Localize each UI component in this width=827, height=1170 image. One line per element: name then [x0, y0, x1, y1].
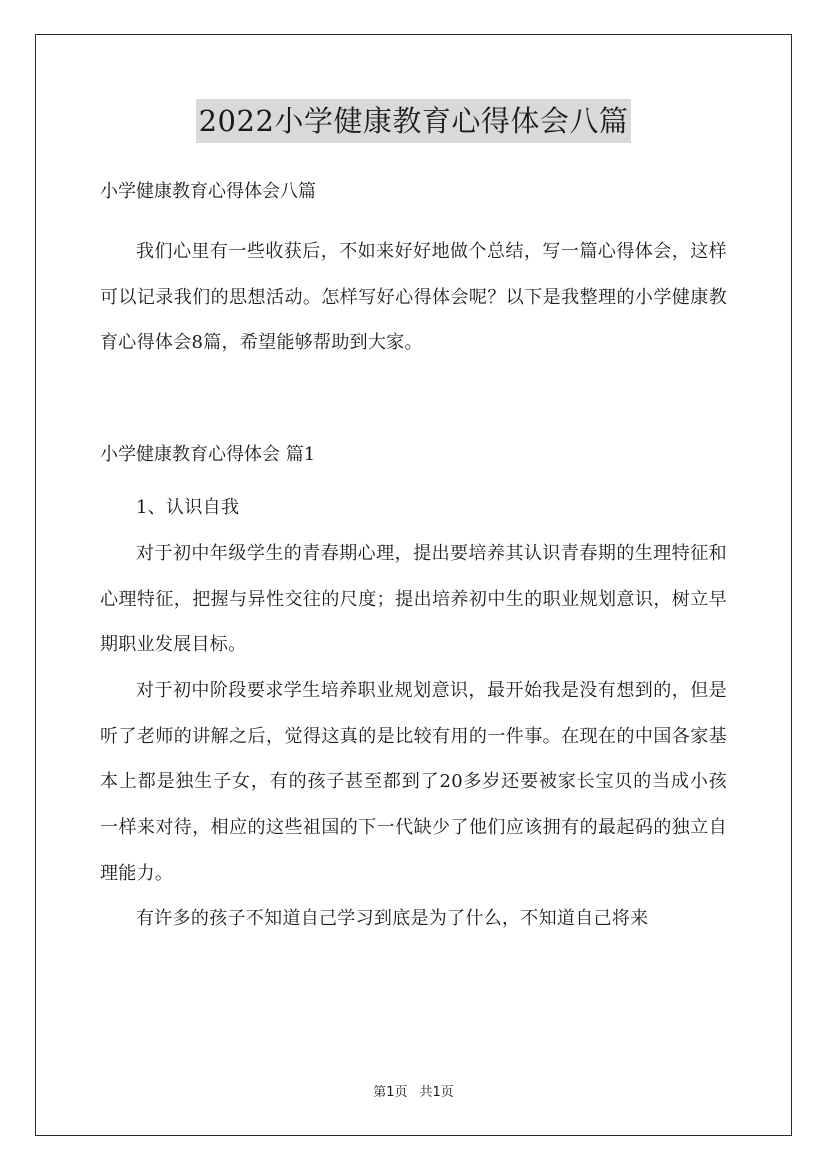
- document-title: 2022小学健康教育心得体会八篇: [196, 99, 632, 143]
- document-body: [100, 175, 727, 942]
- body-paragraph-2: 对于初中阶段要求学生培养职业规划意识，最开始我是没有想到的，但是听了老师的讲解之后，觉得这真的是比较有用的一件事。在现在的中国各家基本上都是独生子女，有的孩子甚至都到了20多岁还要被家长宝贝的当成小孩一样来对待，相应的这些祖国的下一代缺少了他们应该拥有的最起码的独立自理能力。: [100, 679, 727, 884]
- page-footer: [0, 1084, 827, 1102]
- page-number: 第1页: [373, 1085, 408, 1100]
- section-heading: 小学健康教育心得体会 篇1: [100, 444, 316, 466]
- body-paragraph-1: 对于初中年级学生的青春期心理，提出要培养其认识青春期的生理特征和心理特征，把握与异性交往的尺度；提出培养初中生的职业规划意识，树立早期职业发展目标。: [100, 542, 727, 656]
- page-total: 共1页: [419, 1085, 454, 1100]
- document-subtitle: 小学健康教育心得体会八篇: [100, 181, 316, 202]
- body-paragraph-3: 有许多的孩子不知道自己学习到底是为了什么，不知道自己将来: [136, 908, 649, 930]
- section-item: 1、认识自我: [136, 497, 240, 519]
- intro-paragraph: 我们心里有一些收获后，不如来好好地做个总结，写一篇心得体会，这样可以记录我们的思想活动。怎样写好心得体会呢？以下是我整理的小学健康教育心得体会8篇，希望能够帮助到大家。: [100, 241, 727, 354]
- title-area: [0, 99, 827, 143]
